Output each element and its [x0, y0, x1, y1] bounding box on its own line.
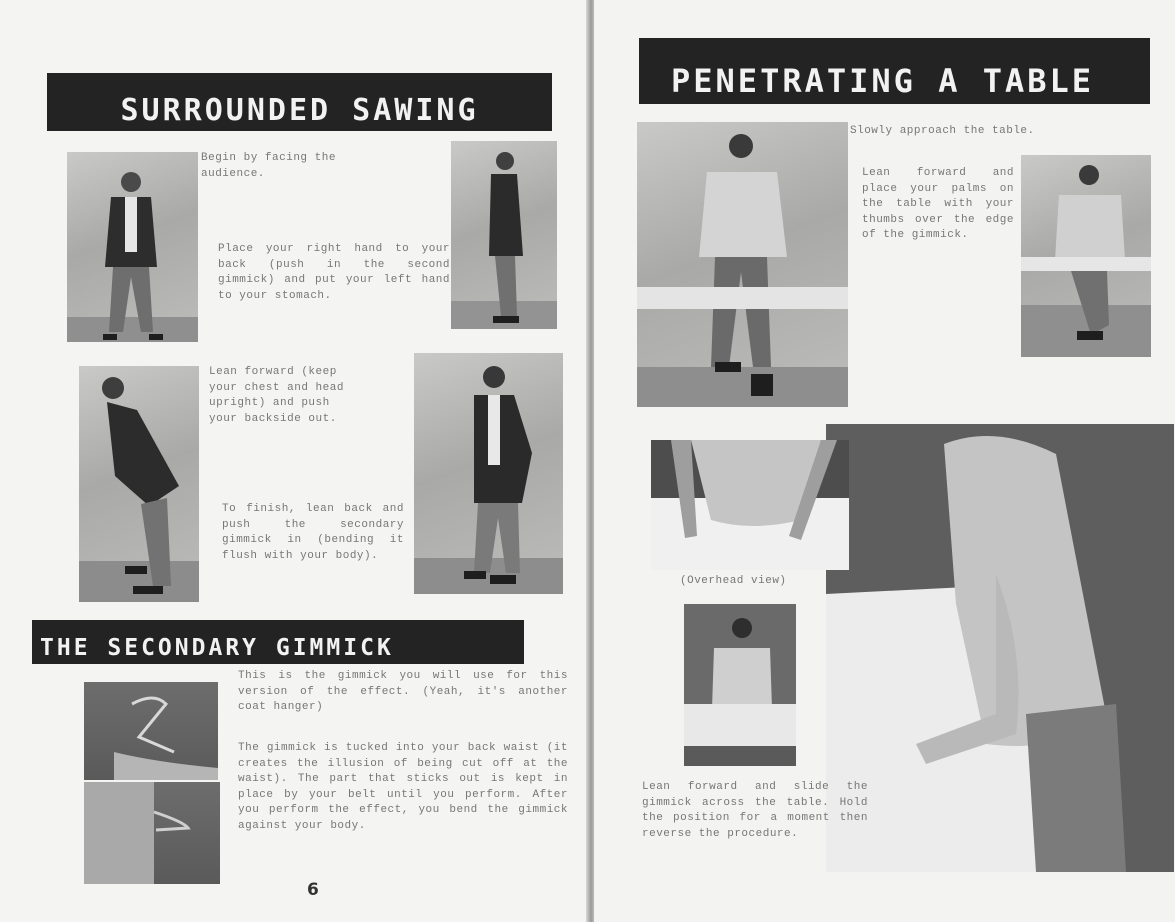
step-3-text: Lean forward and slide the gimmick across the table. Hold the position for a moment then reverse the procedure. — [642, 781, 868, 840]
title-banner-secondary-gimmick — [32, 620, 524, 664]
page-title: PENETRATING A TABLE — [671, 62, 1095, 100]
section-title: THE SECONDARY GIMMICK — [40, 635, 394, 661]
photo-lean-forward — [79, 366, 199, 602]
step-3-text: Lean forward (keep your chest and head upright) and push your backside out. — [209, 366, 344, 425]
title-banner-surrounded-sawing — [47, 73, 552, 131]
photo-lean-forward-small — [684, 604, 796, 766]
photo-facing-audience — [67, 152, 198, 342]
step-4-text: To finish, lean back and push the secondary gimmick in (bending it flush with your body). — [222, 503, 404, 562]
overhead-view-caption: (Overhead view) — [680, 575, 787, 587]
step-1-text: Begin by facing the audience. — [201, 152, 336, 180]
gimmick-paragraph-1: This is the gimmick you will use for this version of the effect. (Yeah, it's another coat hanger) — [238, 670, 568, 713]
photo-finish-lean-back — [414, 353, 563, 594]
gimmick-paragraph-2: The gimmick is tucked into your back waist (it creates the illusion of being cut off at the waist). The part that sticks out is kept in place by your belt until you perform. After you perform the effect, you bend the gimmick against your body. — [238, 742, 568, 832]
photo-palms-on-table — [1021, 155, 1151, 357]
step-1-text: Slowly approach the table. — [850, 125, 1035, 137]
photo-gimmick-in-waist — [84, 782, 220, 884]
photo-side-view-hand-to-back — [451, 141, 557, 329]
step-2-text: Place your right hand to your back (push in the second gimmick) and put your left hand to your stomach. — [218, 243, 450, 302]
step-2-text: Lean forward and place your palms on the table with your thumbs over the edge of the gimmick. — [862, 167, 1014, 241]
title-banner-penetrating-table — [639, 38, 1150, 104]
photo-lean-across-table-large — [826, 424, 1174, 872]
page-number: 6 — [307, 880, 319, 900]
page-title: SURROUNDED SAWING — [120, 93, 479, 128]
photo-overhead-view — [651, 440, 849, 570]
right-page — [594, 0, 1175, 922]
photo-approach-table — [637, 122, 848, 407]
photo-coat-hanger-gimmick — [84, 682, 218, 780]
